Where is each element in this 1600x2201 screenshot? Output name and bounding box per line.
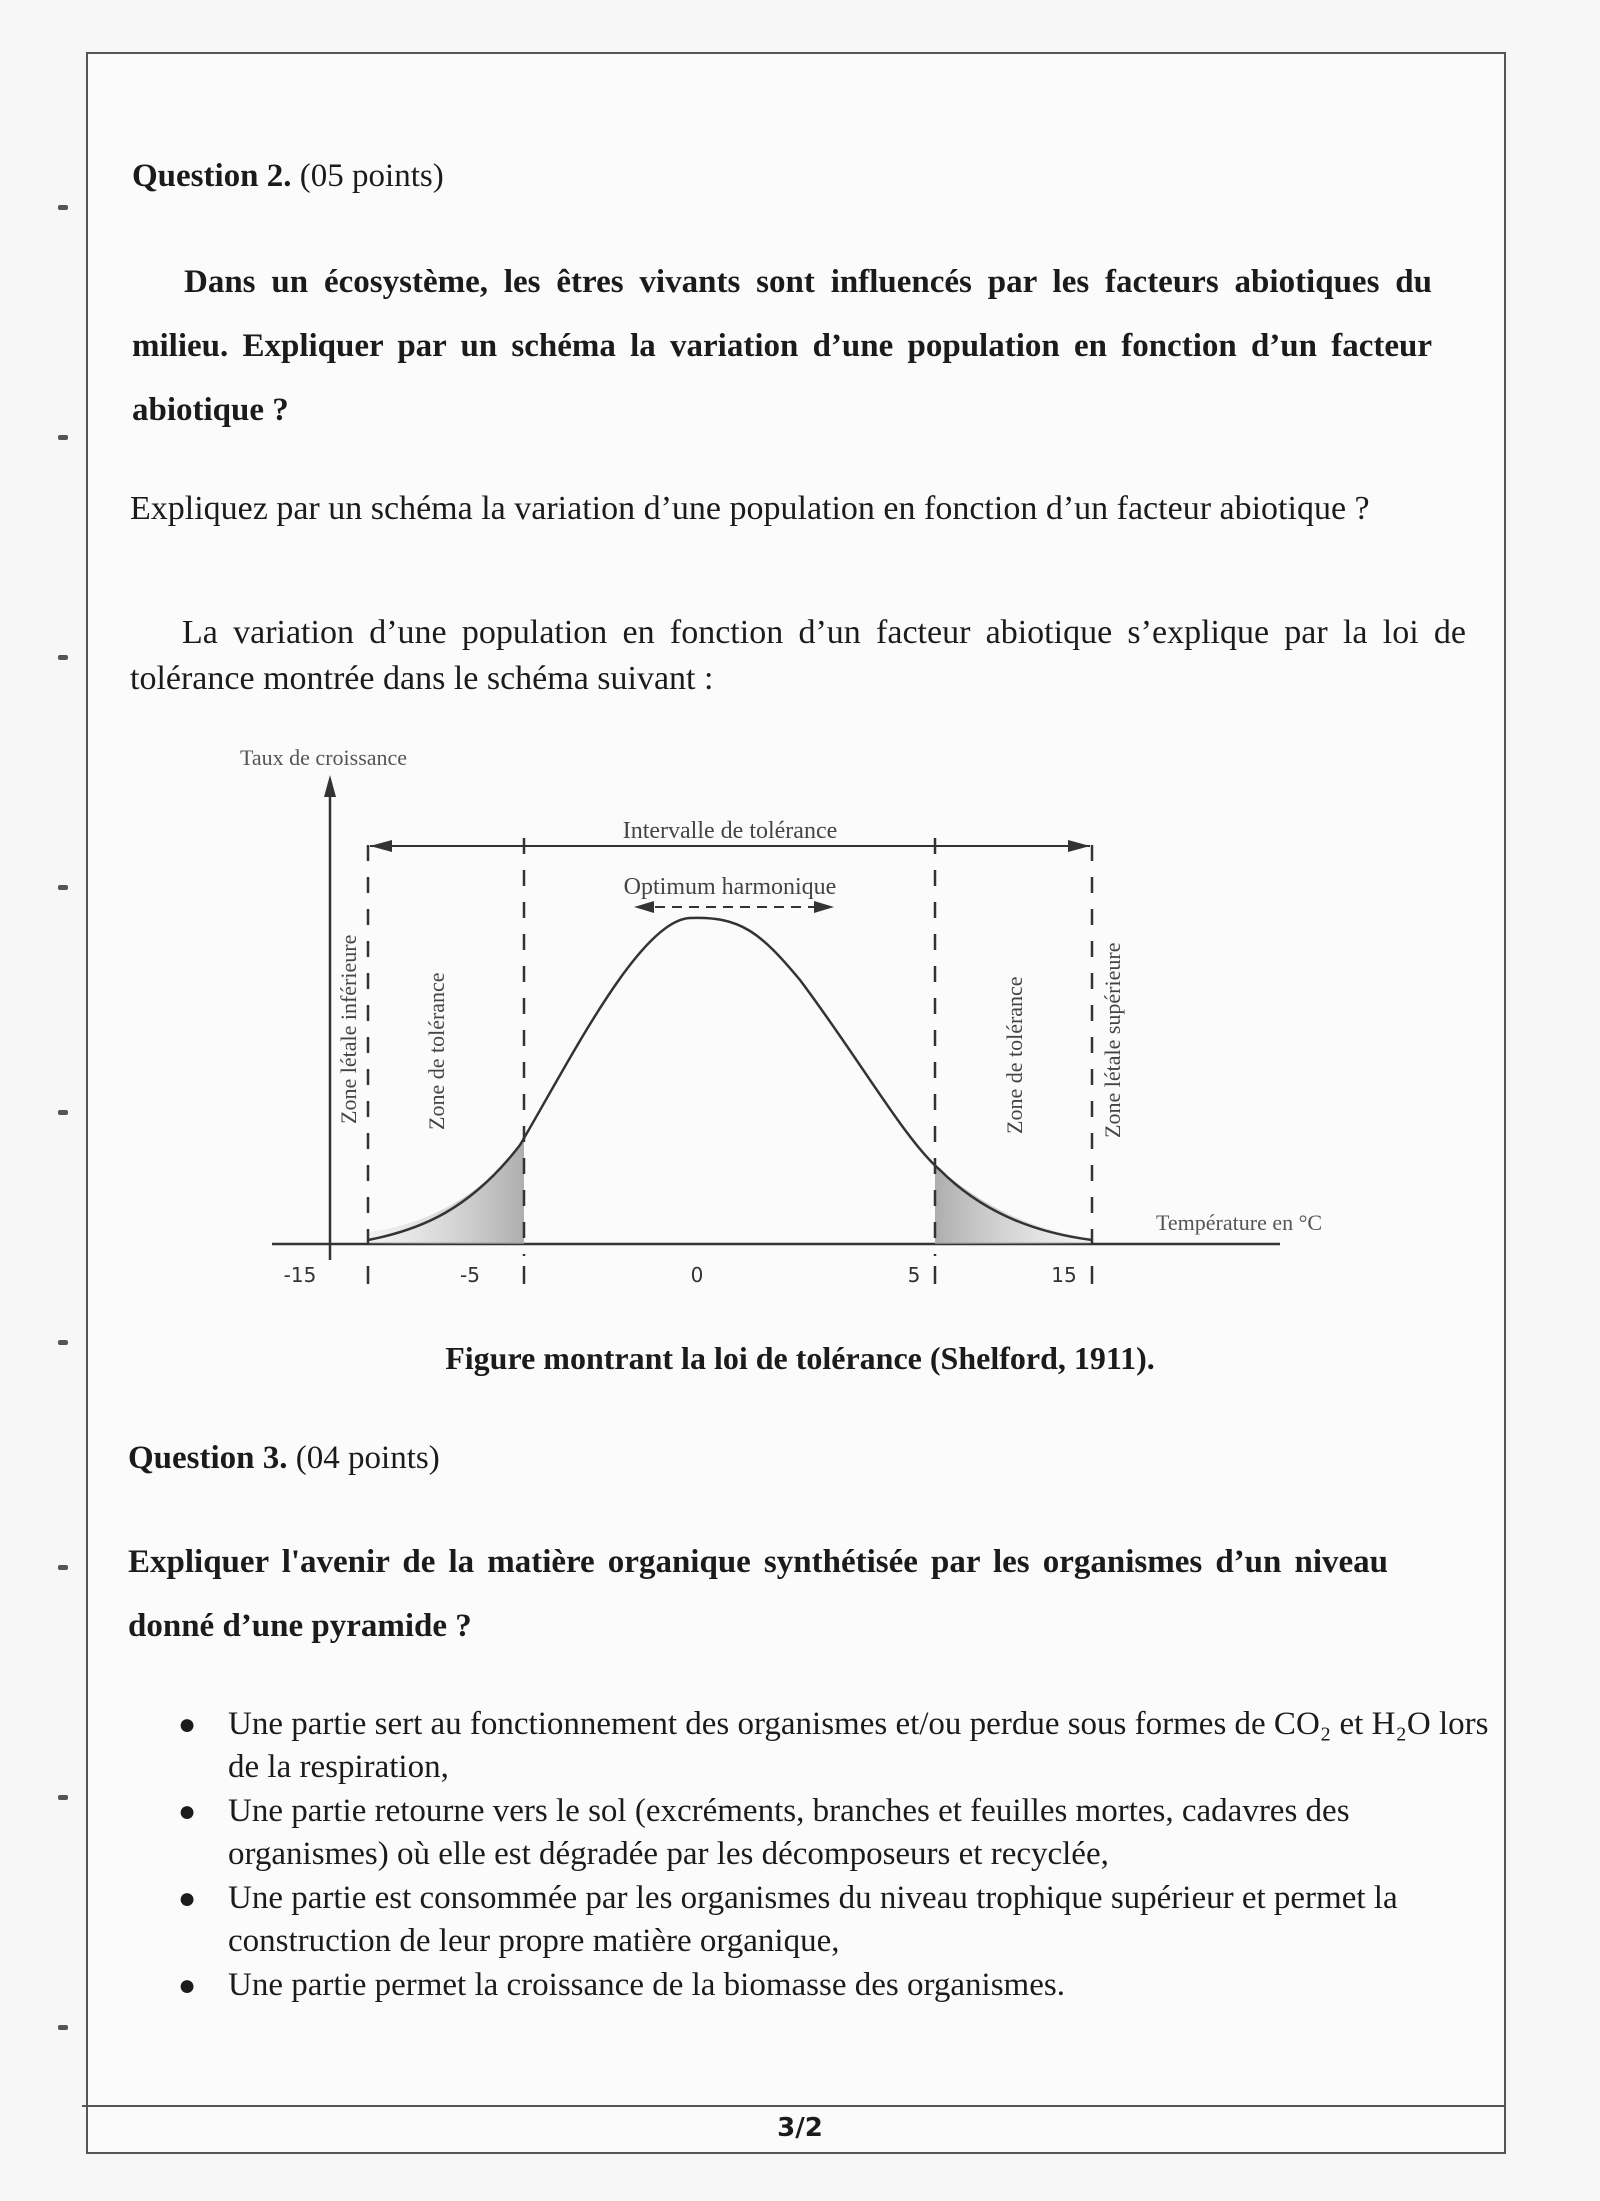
- list-item-text: Une partie sert au fonctionnement des organismes et/ou perdue sous formes de CO₂ et H₂O lors de la respiration,: [228, 1706, 1489, 1785]
- lethal-low-label: Zone létale inférieure: [336, 934, 361, 1124]
- list-item: ● Une partie est consommée par les organismes du niveau trophique supérieur et permet la construction de leur propre matière organique,: [178, 1880, 1398, 1959]
- list-item-text: Une partie permet la croissance de la biomasse des organismes.: [228, 1967, 1065, 2003]
- x-tick-label: 5: [907, 1263, 921, 1287]
- list-item: ● Une partie retourne vers le sol (excréments, branches et feuilles mortes, cadavres des organismes) où elle est dégradée par les décomposeurs et recyclée,: [178, 1793, 1350, 1872]
- list-item-text: Une partie retourne vers le sol (excréments, branches et feuilles mortes, cadavres des organismes) où elle est dégradée par les décomposeurs et recyclée,: [228, 1793, 1350, 1872]
- lethal-high-label: Zone létale supérieure: [1100, 942, 1125, 1138]
- question-3-points: (04 points): [295, 1440, 440, 1476]
- list-item-text: Une partie est consommée par les organismes du niveau trophique supérieur et permet la construction de leur propre matière organique,: [228, 1880, 1398, 1959]
- footer-rule: [82, 2105, 1506, 2107]
- question-2-answer-intro: La variation d’une population en fonction d’un facteur abiotique s’explique par la loi de tolérance montrée dans le schéma suivant :: [130, 614, 1466, 697]
- question-3-label: Question 3.: [128, 1440, 288, 1476]
- list-item: ● Une partie sert au fonctionnement des organismes et/ou perdue sous formes de CO₂ et H₂O lors de la respiration,: [178, 1706, 1489, 1785]
- x-tick-label: 0: [690, 1263, 704, 1287]
- question-2-label: Question 2.: [132, 158, 292, 194]
- question-2-restated: Expliquez par un schéma la variation d’une population en fonction d’un facteur abiotique ?: [130, 490, 1370, 527]
- list-item: ● Une partie permet la croissance de la biomasse des organismes.: [178, 1967, 1065, 2003]
- figure-caption: Figure montrant la loi de tolérance (Shelford, 1911).: [445, 1340, 1155, 1376]
- optimum-label: Optimum harmonique: [623, 874, 837, 900]
- y-axis-label: Taux de croissance: [240, 745, 408, 770]
- page-number: 3/2: [777, 2113, 823, 2143]
- tolerance-right-label: Zone de tolérance: [1002, 976, 1027, 1134]
- x-tick-label: 15: [1051, 1263, 1077, 1287]
- x-axis-label: Température en °C: [1156, 1210, 1323, 1235]
- answer-list: [130, 1703, 1500, 2008]
- question-2-prompt: Dans un écosystème, les êtres vivants sont influencés par les facteurs abiotiques du milieu. Expliquer par un schéma la variation d’une population en fonction d’un facteur abiotique ?: [132, 264, 1432, 428]
- question-2-points: (05 points): [299, 158, 444, 194]
- x-tick-label: -15: [283, 1263, 317, 1287]
- x-tick-label: -5: [460, 1263, 480, 1287]
- interval-label: Intervalle de tolérance: [622, 818, 838, 844]
- question-2-title: [132, 158, 444, 195]
- question-3-prompt: Expliquer l'avenir de la matière organique synthétisée par les organismes d’un niveau donné d’une pyramide ?: [128, 1544, 1388, 1644]
- question-3-title: [128, 1440, 440, 1477]
- tolerance-left-label: Zone de tolérance: [424, 972, 449, 1130]
